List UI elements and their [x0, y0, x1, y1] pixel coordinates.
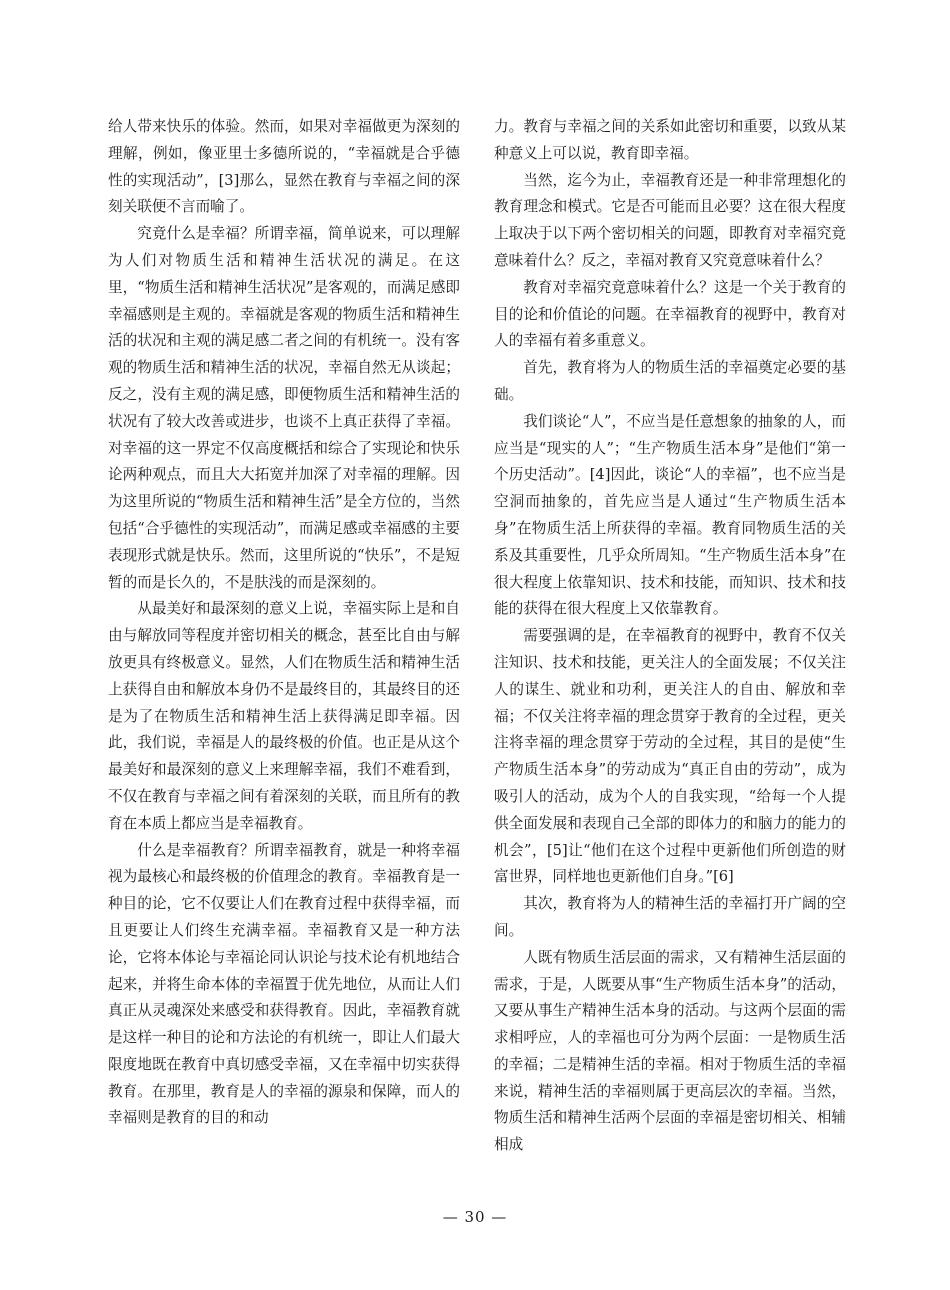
paragraph: 首先，教育将为人的物质生活的幸福奠定必要的基础。 [494, 359, 846, 403]
paragraph: 究竟什么是幸福？所谓幸福，简单说来，可以理解为人们对物质生活和精神生活状况的满足。在这里，“物质生活和精神生活状况”是客观的，而满足感即幸福感则是主观的。幸福就是客观的物质生活和精神生活的状况和主观的满足感二者之间的有机统一。没有客观的物质生活和精神生活的状况，幸福自然无从谈起；反之，没有主观的满足感，即便物质生活和精神生活的状况有了较大改善或进步，也谈不上真正获得了幸福。对幸福的这一界定不仅高度概括和综合了实现论和快乐论两种观点，而且大大拓宽并加深了对幸福的理解。因为这里所说的“物质生活和精神生活”是全方位的，当然包括“合乎德性的实现活动”，而满足感或幸福感的主要表现形式就是快乐。然而，这里所说的“快乐”，不是短暂的而是长久的，不是肤浅的而是深刻的。 [108, 225, 460, 591]
paragraph: 什么是幸福教育？所谓幸福教育，就是一种将幸福视为最核心和最终极的价值理念的教育。幸福教育是一种目的论，它不仅要让人们在教育过程中获得幸福，而且更要让人们终生充满幸福。幸福教育又是一种方法论，它将本体论与幸福论同认识论与技术论有机地结合起来，并将生命本体的幸福置于优先地位，从而让人们真正从灵魂深处来感受和获得教育。因此，幸福教育就是这样一种目的论和方法论的有机统一，即让人们最大限度地既在教育中真切感受幸福，又在幸福中切实获得教育。在那里，教育是人的幸福的源泉和保障，而人的幸福则是教育的目的和动 [108, 841, 460, 1127]
left-column [108, 114, 460, 1196]
paragraph: 当然，迄今为止，幸福教育还是一种非常理想化的教育理念和模式。它是否可能而且必要？这在很大程度上取决于以下两个密切相关的问题，即教育对幸福究竟意味着什么？反之，幸福对教育又究竟意味着什么？ [494, 171, 846, 269]
paragraph: 力。教育与幸福之间的关系如此密切和重要，以致从某种意义上可以说，教育即幸福。 [494, 118, 846, 162]
paragraph: 需要强调的是，在幸福教育的视野中，教育不仅关注知识、技术和技能，更关注人的全面发展；不仅关注人的谋生、就业和功利，更关注人的自由、解放和幸福；不仅关注将幸福的理念贯穿于教育的全过程，更关注将幸福的理念贯穿于劳动的全过程，其目的是使“生产物质生活本身”的劳动成为“真正自由的劳动”，成为吸引人的活动，成为个人的自我实现，“给每一个人提供全面发展和表现自己全部的即体力的和脑力的能力的机会”，[5]让“他们在这个过程中更新他们所创造的财富世界，同样地也更新他们自身。”[6] [494, 627, 846, 886]
article-body [108, 114, 846, 1196]
paragraph: 我们谈论“人”，不应当是任意想象的抽象的人，而应当是“现实的人”；“生产物质生活本身”是他们“第一个历史活动”。[4]因此，谈论“人的幸福”，也不应当是空洞而抽象的，首先应当是人通过“生产物质生活本身”在物质生活上所获得的幸福。教育同物质生活的关系及其重要性，几乎众所周知。“生产物质生活本身”在很大程度上依靠知识、技术和技能，而知识、技术和技能的获得在很大程度上又依靠教育。 [494, 412, 846, 618]
paragraph: 人既有物质生活层面的需求，又有精神生活层面的需求，于是，人既要从事“生产物质生活本身”的活动，又要从事生产精神生活本身的活动。与这两个层面的需求相呼应，人的幸福也可分为两个层面：一是物质生活的幸福；二是精神生活的幸福。相对于物质生活的幸福来说，精神生活的幸福则属于更高层次的幸福。当然，物质生活和精神生活两个层面的幸福是密切相关、相辅相成 [494, 948, 846, 1154]
right-column [494, 114, 846, 1196]
page-number: — 30 — [442, 1208, 508, 1226]
paragraph: 教育对幸福究竟意味着什么？这是一个关于教育的目的论和价值论的问题。在幸福教育的视野中，教育对人的幸福有着多重意义。 [494, 278, 846, 350]
paragraph: 从最美好和最深刻的意义上说，幸福实际上是和自由与解放同等程度并密切相关的概念，甚至比自由与解放更具有终极意义。显然，人们在物质生活和精神生活上获得自由和解放本身仍不是最终目的，其最终目的还是为了在物质生活和精神生活上获得满足即幸福。因此，我们说，幸福是人的最终极的价值。也正是从这个最美好和最深刻的意义上来理解幸福，我们不难看到，不仅在教育与幸福之间有着深刻的关联，而且所有的教育在本质上都应当是幸福教育。 [108, 600, 460, 832]
paragraph: 给人带来快乐的体验。然而，如果对幸福做更为深刻的理解，例如，像亚里士多德所说的，“幸福就是合乎德性的实现活动”，[3]那么，显然在教育与幸福之间的深刻关联便不言而喻了。 [108, 118, 460, 216]
paragraph: 其次，教育将为人的精神生活的幸福打开广阔的空间。 [494, 895, 846, 939]
